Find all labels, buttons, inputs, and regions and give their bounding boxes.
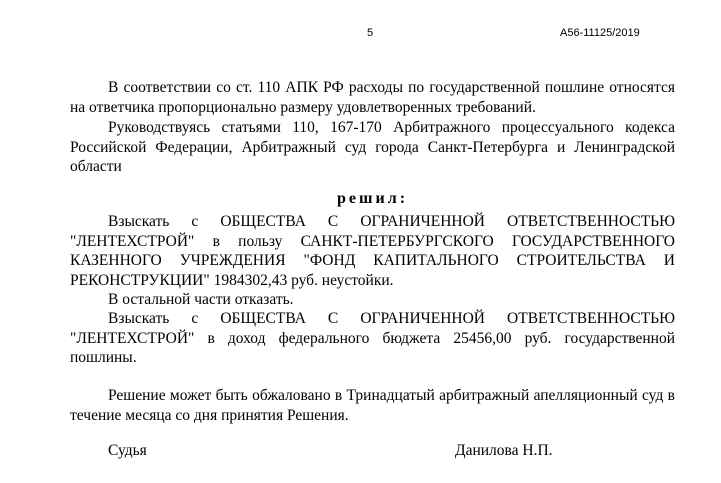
document-body <box>70 0 675 483</box>
paragraph-reject-rest: В остальной части отказать. <box>108 291 294 308</box>
paragraph-recover-duty: Взыскать с ОБЩЕСТВА С ОГРАНИЧЕННОЙ ОТВЕТСТВЕННОСТЬЮ "ЛЕНТЕХСТРОЙ" в доход федерального бюджета 25456,00 руб. государственной пошлины. <box>70 310 675 366</box>
decision-heading: решил: <box>336 190 409 207</box>
paragraph-recover-penalty: Взыскать с ОБЩЕСТВА С ОГРАНИЧЕННОЙ ОТВЕТСТВЕННОСТЬЮ "ЛЕНТЕХСТРОЙ" в пользу САНКТ-ПЕТЕРБУРГСКОГО ГОСУДАРСТВЕННОГО КАЗЕННОГО УЧРЕЖДЕНИЯ "ФОНД КАПИТАЛЬНОГО СТРОИТЕЛЬСТВА И РЕКОНСТРУКЦИИ" 1984302,43 руб. неустойки. <box>70 213 675 289</box>
signature-label: Судья <box>108 442 147 459</box>
case-number: А56-11125/2019 <box>560 27 640 39</box>
paragraph-costs: В соответствии со ст. 110 АПК РФ расходы по государственной пошлине относятся на ответчика пропорционально размеру удовлетворенных требований. <box>70 79 675 116</box>
paragraph-appeal: Решение может быть обжаловано в Тринадцатый арбитражный апелляционный суд в течение месяца со дня принятия Решения. <box>70 387 675 424</box>
paragraph-guided-by: Руководствуясь статьями 110, 167-170 Арбитражного процессуального кодекса Российской Федерации, Арбитражный суд города Санкт-Петербурга и Ленинградской области <box>70 119 675 175</box>
signature-name: Данилова Н.П. <box>455 442 553 459</box>
page-number: 5 <box>366 27 374 39</box>
